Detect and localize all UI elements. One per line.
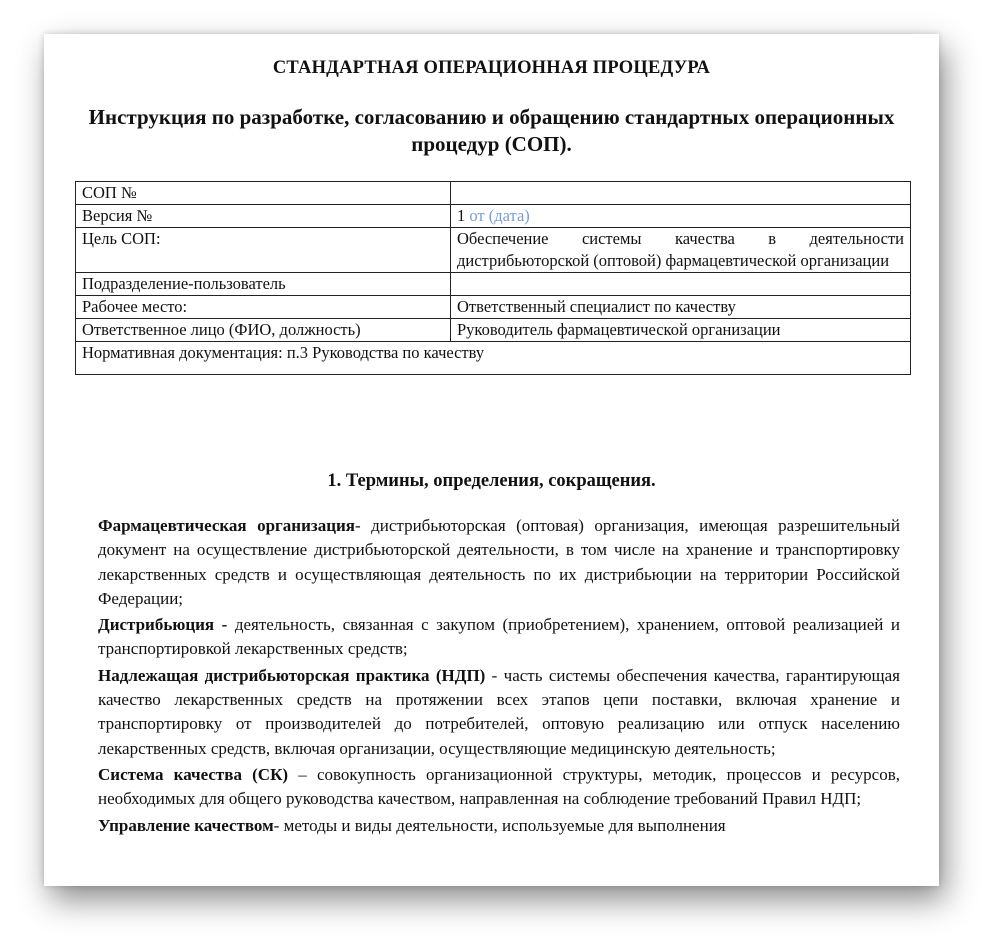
definition-paragraph — [98, 814, 900, 838]
row-label-purpose: Цель СОП: — [76, 228, 451, 273]
row-value-version — [451, 205, 911, 228]
definition-text: - методы и виды деятельности, используемые для выполнения — [273, 815, 726, 835]
row-label-user-department: Подразделение-пользователь — [76, 273, 451, 296]
row-label-sop-number: СОП № — [76, 182, 451, 205]
document-page — [44, 34, 939, 886]
row-value-workplace: Ответственный специалист по качеству — [451, 296, 911, 319]
table-row — [76, 205, 911, 228]
definition-paragraph — [98, 514, 900, 611]
row-label-responsible-person: Ответственное лицо (ФИО, должность) — [76, 319, 451, 342]
sop-info-table — [75, 181, 911, 375]
document-title: СТАНДАРТНАЯ ОПЕРАЦИОННАЯ ПРОЦЕДУРА — [272, 58, 711, 78]
row-label-workplace: Рабочее место: — [76, 296, 451, 319]
table-row — [76, 182, 911, 205]
table-row — [76, 319, 911, 342]
version-number: 1 — [457, 206, 470, 225]
definition-paragraph — [98, 664, 900, 761]
definition-text: деятельность, связанная с закупом (приобретением), хранением, оптовой реализацией и транспортировкой лекарственных средств; — [98, 615, 900, 659]
regulatory-documentation: Нормативная документация: п.3 Руководства по качеству — [76, 342, 911, 375]
definition-term: Дистрибьюция - — [98, 615, 228, 635]
definition-term: Надлежащая дистрибьюторская практика (НДП) — [98, 665, 486, 685]
row-value-sop-number — [451, 182, 911, 205]
definition-paragraph — [98, 613, 900, 662]
table-row — [76, 228, 911, 273]
section-heading: 1. Термины, определения, сокращения. — [327, 471, 656, 491]
table-row — [76, 342, 911, 375]
definition-term: Фармацевтическая организация — [98, 516, 355, 535]
table-row — [76, 296, 911, 319]
document-subtitle: Инструкция по разработке, согласованию и обращению стандартных операционных процедур (СОП). — [88, 105, 895, 156]
row-value-user-department — [451, 273, 911, 296]
definition-text: – совокупность организационной структуры, методик, процессов и ресурсов, необходимых для общего руководства качеством, направленная на соблюдение требований Правил НДП; — [98, 764, 900, 809]
definition-text: - дистрибьюторская (оптовая) организация, имеющая разрешительный документ на осуществление дистрибьюторской деятельности, в том числе на хранение и транспортировку лекарственных средств и осуществляющая деятельность по их дистрибьюции на территории Российской Федерации; — [98, 516, 901, 608]
row-value-purpose: Обеспечение системы качества в деятельности дистрибьюторской (оптовой) фармацевтической организации — [451, 228, 911, 273]
definition-term: Система качества (СК) — [98, 764, 289, 784]
definition-term: Управление качеством — [98, 815, 274, 835]
row-label-version: Версия № — [76, 205, 451, 228]
definition-text: - часть системы обеспечения качества, гарантирующая качество лекарственных средств на протяжении всех этапов цепи поставки, включая хранение и транспортировку от производителей до потребителей, оптовую реализацию или отпуск населению лекарственных средств, включая организации, осуществляющие медицинскую деятельность; — [98, 665, 900, 758]
table-row — [76, 273, 911, 296]
definitions-list — [98, 514, 900, 840]
version-date-link[interactable]: от (дата) — [469, 206, 530, 225]
definition-paragraph — [98, 763, 900, 812]
row-value-responsible-person: Руководитель фармацевтической организации — [451, 319, 911, 342]
